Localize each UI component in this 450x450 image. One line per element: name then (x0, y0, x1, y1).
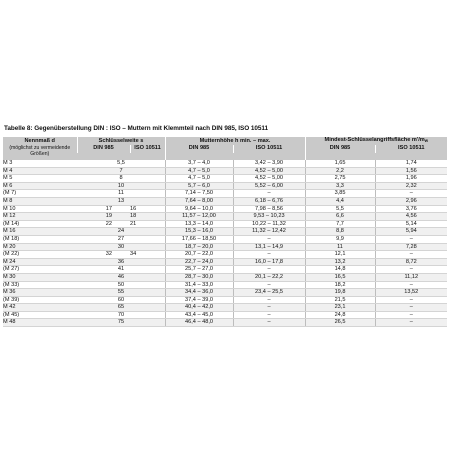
cell-s-iso (130, 304, 165, 312)
header-spacer-s (77, 153, 165, 161)
cell-s-common: 46 (112, 273, 130, 281)
cell-h-iso: 23,4 – 25,5 (233, 289, 305, 297)
din-iso-comparison-table (3, 137, 447, 327)
cell-m-din: 2,75 (305, 175, 375, 183)
header-s-din: DIN 985 (77, 145, 130, 153)
cell-s-din (77, 235, 112, 243)
header-angriffsflaeche-subscript: w (424, 138, 428, 144)
table-body (3, 160, 447, 327)
cell-s-din (77, 190, 112, 198)
header-nennmass: Nennmaß d (3, 137, 77, 145)
cell-m-din: 13,2 (305, 258, 375, 266)
cell-s-iso (130, 175, 165, 183)
cell-s-din (77, 160, 112, 167)
cell-h-iso: 4,52 – 5,00 (233, 167, 305, 175)
cell-s-common: 7 (112, 167, 130, 175)
cell-s-din (77, 197, 112, 205)
cell-m-iso: – (375, 251, 447, 259)
header-schluesselweite: Schlüsselweite s (77, 137, 165, 145)
cell-m-din: 21,5 (305, 296, 375, 304)
cell-s-din (77, 175, 112, 183)
cell-s-common: 11 (112, 190, 130, 198)
cell-s-din: 17 (77, 205, 112, 213)
cell-s-common: 70 (112, 311, 130, 319)
cell-s-din (77, 273, 112, 281)
cell-m-iso: – (375, 304, 447, 312)
cell-s-din (77, 281, 112, 289)
cell-h-iso: – (233, 235, 305, 243)
cell-h-iso: 10,22 – 11,32 (233, 220, 305, 228)
cell-h-din: 34,4 – 36,0 (165, 289, 233, 297)
cell-s-iso (130, 296, 165, 304)
cell-h-iso: – (233, 281, 305, 289)
cell-s-iso: 18 (130, 213, 165, 221)
table-row (3, 258, 447, 266)
cell-s-common: 75 (112, 319, 130, 327)
table-row (3, 205, 447, 213)
cell-s-iso (130, 167, 165, 175)
cell-m-iso: 2,96 (375, 197, 447, 205)
cell-s-iso (130, 266, 165, 274)
cell-s-common: 5,5 (112, 160, 130, 167)
cell-h-iso: 20,1 – 22,2 (233, 273, 305, 281)
cell-nennmass: M 24 (3, 258, 77, 266)
cell-s-common (112, 251, 130, 259)
cell-h-din: 17,66 – 18,50 (165, 235, 233, 243)
cell-h-iso: – (233, 296, 305, 304)
cell-m-din: 5,5 (305, 205, 375, 213)
table-row (3, 197, 447, 205)
cell-m-din: 16,5 (305, 273, 375, 281)
cell-h-din: 43,4 – 45,0 (165, 311, 233, 319)
cell-s-iso: 34 (130, 251, 165, 259)
cell-m-din: 6,6 (305, 213, 375, 221)
cell-s-din (77, 182, 112, 190)
table-row (3, 281, 447, 289)
cell-s-din (77, 319, 112, 327)
cell-m-iso: 8,72 (375, 258, 447, 266)
cell-s-iso (130, 228, 165, 236)
cell-h-din: 11,57 – 12,00 (165, 213, 233, 221)
cell-h-iso: – (233, 190, 305, 198)
table-row (3, 319, 447, 327)
table-row (3, 167, 447, 175)
cell-s-iso: 21 (130, 220, 165, 228)
cell-h-iso: 9,53 – 10,23 (233, 213, 305, 221)
cell-h-iso: – (233, 311, 305, 319)
cell-h-din: 22,7 – 24,0 (165, 258, 233, 266)
cell-m-iso: – (375, 319, 447, 327)
cell-s-iso (130, 289, 165, 297)
cell-h-din: 4,7 – 5,0 (165, 167, 233, 175)
cell-m-iso: – (375, 266, 447, 274)
table-row (3, 228, 447, 236)
cell-nennmass: M 20 (3, 243, 77, 251)
cell-m-iso: 13,52 (375, 289, 447, 297)
cell-s-din (77, 228, 112, 236)
cell-h-iso: 7,98 – 8,56 (233, 205, 305, 213)
cell-s-din: 19 (77, 213, 112, 221)
cell-nennmass: M 48 (3, 319, 77, 327)
cell-h-iso: 3,42 – 3,90 (233, 160, 305, 167)
cell-h-din: 13,3 – 14,0 (165, 220, 233, 228)
cell-s-common: 24 (112, 228, 130, 236)
cell-nennmass: M 6 (3, 182, 77, 190)
cell-nennmass: M 12 (3, 213, 77, 221)
table-row (3, 266, 447, 274)
header-h-iso: ISO 10511 (233, 145, 305, 153)
cell-s-common: 55 (112, 289, 130, 297)
cell-s-din (77, 304, 112, 312)
cell-h-din: 4,7 – 5,0 (165, 175, 233, 183)
cell-h-din: 18,7 – 20,0 (165, 243, 233, 251)
header-angriffsflaeche-text: Mindest-Schlüsselangriffsfläche m'/m (324, 137, 425, 144)
header-row-2 (3, 145, 447, 153)
cell-m-iso: 1,74 (375, 160, 447, 167)
cell-m-iso: – (375, 235, 447, 243)
cell-s-common: 65 (112, 304, 130, 312)
cell-m-din: 8,8 (305, 228, 375, 236)
cell-s-iso (130, 235, 165, 243)
cell-h-din: 7,64 – 8,00 (165, 197, 233, 205)
cell-m-din: 12,1 (305, 251, 375, 259)
cell-m-din: 26,5 (305, 319, 375, 327)
cell-h-iso: 11,32 – 12,42 (233, 228, 305, 236)
cell-m-iso: 1,56 (375, 167, 447, 175)
cell-s-iso (130, 273, 165, 281)
cell-m-iso: 4,56 (375, 213, 447, 221)
cell-h-iso: 16,0 – 17,8 (233, 258, 305, 266)
cell-m-iso: 11,12 (375, 273, 447, 281)
table-row (3, 235, 447, 243)
cell-h-iso: – (233, 251, 305, 259)
cell-nennmass: M 30 (3, 273, 77, 281)
cell-h-iso: 4,52 – 5,00 (233, 175, 305, 183)
cell-m-din: 14,8 (305, 266, 375, 274)
cell-nennmass: (M 33) (3, 281, 77, 289)
header-h-din: DIN 985 (165, 145, 233, 153)
cell-nennmass: M 16 (3, 228, 77, 236)
cell-s-common (112, 205, 130, 213)
cell-h-iso: 5,52 – 6,00 (233, 182, 305, 190)
cell-m-din: 4,4 (305, 197, 375, 205)
table-row (3, 243, 447, 251)
header-m-iso: ISO 10511 (375, 145, 447, 153)
cell-s-common: 60 (112, 296, 130, 304)
cell-m-iso: 3,76 (375, 205, 447, 213)
cell-s-iso (130, 197, 165, 205)
table-row (3, 182, 447, 190)
cell-m-iso: 5,94 (375, 228, 447, 236)
cell-nennmass: M 10 (3, 205, 77, 213)
cell-m-iso: 1,96 (375, 175, 447, 183)
cell-s-common (112, 220, 130, 228)
header-spacer-m (305, 153, 447, 161)
cell-h-din: 9,64 – 10,0 (165, 205, 233, 213)
header-nennmass-note: (möglichst zu vermeidende Größen) (3, 145, 77, 160)
cell-h-din: 3,7 – 4,0 (165, 160, 233, 167)
cell-m-iso: 7,28 (375, 243, 447, 251)
cell-nennmass: M 3 (3, 160, 77, 167)
cell-nennmass: (M 45) (3, 311, 77, 319)
header-mutterhoehe: Mutternhöhe h min. – max. (165, 137, 305, 145)
cell-nennmass: (M 27) (3, 266, 77, 274)
table-row (3, 304, 447, 312)
cell-s-din (77, 289, 112, 297)
table-row (3, 273, 447, 281)
cell-nennmass: M 4 (3, 167, 77, 175)
cell-s-common: 13 (112, 197, 130, 205)
cell-m-din: 9,9 (305, 235, 375, 243)
cell-h-din: 28,7 – 30,0 (165, 273, 233, 281)
cell-nennmass: M 5 (3, 175, 77, 183)
cell-s-common: 36 (112, 258, 130, 266)
cell-m-din: 7,7 (305, 220, 375, 228)
cell-nennmass: M 36 (3, 289, 77, 297)
cell-h-iso: – (233, 304, 305, 312)
table-row (3, 175, 447, 183)
cell-nennmass: (M 7) (3, 190, 77, 198)
cell-m-din: 2,2 (305, 167, 375, 175)
cell-h-iso: 13,1 – 14,9 (233, 243, 305, 251)
cell-m-din: 23,1 (305, 304, 375, 312)
cell-s-common (112, 213, 130, 221)
cell-s-din (77, 311, 112, 319)
table-row (3, 311, 447, 319)
cell-m-din: 18,2 (305, 281, 375, 289)
cell-m-din: 19,8 (305, 289, 375, 297)
cell-s-din (77, 167, 112, 175)
table-row (3, 296, 447, 304)
cell-s-iso (130, 311, 165, 319)
header-angriffsflaeche (305, 137, 447, 145)
cell-h-din: 40,4 – 42,0 (165, 304, 233, 312)
table-caption: Tabelle 8: Gegenüberstellung DIN : ISO – Muttern mit Klemmteil nach DIN 985, ISO 10511 (4, 125, 269, 132)
cell-m-iso: 5,14 (375, 220, 447, 228)
cell-nennmass: M 42 (3, 304, 77, 312)
cell-s-iso: 16 (130, 205, 165, 213)
cell-s-din (77, 266, 112, 274)
cell-s-din (77, 296, 112, 304)
cell-nennmass: (M 18) (3, 235, 77, 243)
table-row (3, 190, 447, 198)
cell-m-iso: – (375, 296, 447, 304)
table-row (3, 213, 447, 221)
cell-m-iso: – (375, 311, 447, 319)
cell-s-din: 22 (77, 220, 112, 228)
cell-s-common: 50 (112, 281, 130, 289)
cell-s-common: 27 (112, 235, 130, 243)
cell-s-iso (130, 243, 165, 251)
cell-nennmass: (M 14) (3, 220, 77, 228)
cell-s-iso (130, 281, 165, 289)
cell-h-din: 15,3 – 16,0 (165, 228, 233, 236)
header-row-1 (3, 137, 447, 145)
cell-h-din: 37,4 – 39,0 (165, 296, 233, 304)
cell-m-iso: 2,32 (375, 182, 447, 190)
cell-h-din: 31,4 – 33,0 (165, 281, 233, 289)
cell-m-din: 3,3 (305, 182, 375, 190)
cell-s-din (77, 258, 112, 266)
cell-h-din: 46,4 – 48,0 (165, 319, 233, 327)
table-row (3, 160, 447, 167)
cell-h-din: 7,14 – 7,50 (165, 190, 233, 198)
cell-s-iso (130, 319, 165, 327)
header-spacer-h (165, 153, 305, 161)
cell-m-din: 1,65 (305, 160, 375, 167)
cell-m-din: 11 (305, 243, 375, 251)
cell-m-iso: – (375, 281, 447, 289)
cell-nennmass: M 8 (3, 197, 77, 205)
header-m-din: DIN 985 (305, 145, 375, 153)
cell-s-din: 32 (77, 251, 112, 259)
header-s-iso: ISO 10511 (130, 145, 165, 153)
table-row (3, 220, 447, 228)
cell-s-common: 30 (112, 243, 130, 251)
cell-nennmass: (M 22) (3, 251, 77, 259)
cell-s-iso (130, 190, 165, 198)
cell-s-iso (130, 182, 165, 190)
table-row (3, 289, 447, 297)
cell-h-din: 25,7 – 27,0 (165, 266, 233, 274)
cell-s-common: 10 (112, 182, 130, 190)
cell-h-iso: 6,18 – 6,76 (233, 197, 305, 205)
cell-h-iso: – (233, 319, 305, 327)
table-row (3, 251, 447, 259)
cell-s-common: 41 (112, 266, 130, 274)
cell-s-common: 8 (112, 175, 130, 183)
cell-m-iso: – (375, 190, 447, 198)
cell-h-iso: – (233, 266, 305, 274)
cell-s-iso (130, 160, 165, 167)
cell-s-din (77, 243, 112, 251)
cell-s-iso (130, 258, 165, 266)
cell-m-din: 24,8 (305, 311, 375, 319)
cell-h-din: 20,7 – 22,0 (165, 251, 233, 259)
cell-nennmass: (M 39) (3, 296, 77, 304)
cell-m-din: 3,85 (305, 190, 375, 198)
cell-h-din: 5,7 – 6,0 (165, 182, 233, 190)
